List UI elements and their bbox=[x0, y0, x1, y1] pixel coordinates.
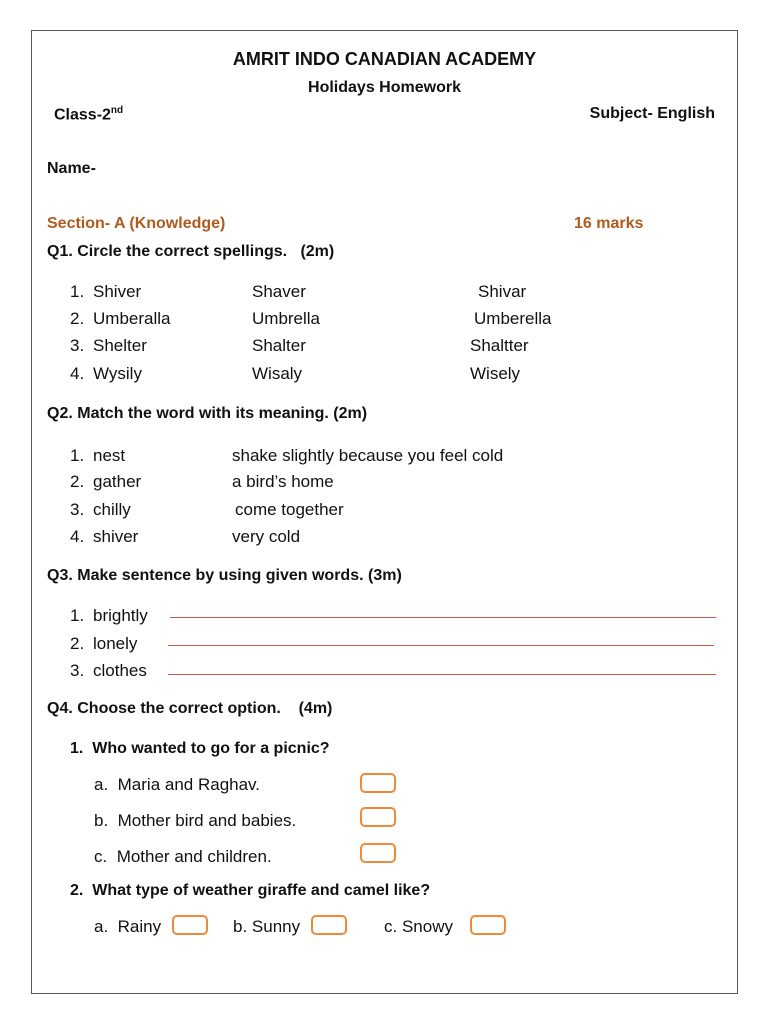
q4-title bbox=[47, 700, 332, 718]
list-item-num: 2. bbox=[70, 309, 85, 328]
match-word[interactable]: nest bbox=[93, 446, 126, 465]
q4-title-text: Q4. Choose the correct option. bbox=[47, 700, 281, 717]
list-item-num: 2. bbox=[70, 882, 84, 899]
class-superscript: nd bbox=[110, 105, 124, 116]
q1-option[interactable]: Shelter bbox=[93, 336, 147, 355]
q1-option[interactable]: Umbrella bbox=[252, 309, 321, 328]
sentence-word: brightly bbox=[93, 606, 148, 625]
q4-sub2-question: What type of weather giraffe and camel like? bbox=[92, 882, 431, 899]
class-text: Class-2 bbox=[54, 106, 111, 124]
option-letter: a. bbox=[94, 917, 109, 936]
answer-checkbox[interactable] bbox=[470, 915, 506, 935]
homework-subtitle: Holidays Homework bbox=[308, 79, 461, 96]
q1-option[interactable]: Shiver bbox=[93, 282, 142, 301]
q4-sub1-question: Who wanted to go for a picnic? bbox=[92, 740, 330, 757]
option-letter: b. bbox=[233, 917, 248, 936]
name-label: Name- bbox=[47, 160, 96, 177]
option-text: Mother and children. bbox=[116, 847, 272, 866]
option-text: Mother bird and babies. bbox=[117, 811, 297, 830]
q4-marks: (4m) bbox=[298, 700, 333, 717]
match-meaning[interactable]: shake slightly because you feel cold bbox=[232, 446, 504, 465]
option-letter: c. bbox=[384, 917, 398, 936]
q4-sub2 bbox=[70, 882, 430, 900]
list-item-num: 1. bbox=[70, 282, 85, 301]
sentence-word: lonely bbox=[93, 634, 138, 653]
q1-option[interactable]: Wysily bbox=[93, 364, 142, 383]
section-title: Section- A (Knowledge) bbox=[47, 215, 226, 232]
subject-label: Subject- English bbox=[589, 105, 715, 122]
list-item-num: 4. bbox=[70, 364, 85, 383]
q4-sub1 bbox=[70, 740, 330, 758]
list-item-num: 2. bbox=[70, 472, 85, 491]
match-meaning[interactable]: come together bbox=[235, 500, 344, 519]
q3-title: Q3. Make sentence by using given words. (3m) bbox=[47, 567, 402, 584]
option-letter: b. bbox=[94, 811, 109, 830]
list-item-num: 1. bbox=[70, 740, 84, 757]
option-text: Maria and Raghav. bbox=[117, 775, 261, 794]
answer-checkbox[interactable] bbox=[360, 773, 396, 793]
class-label bbox=[54, 105, 123, 124]
list-item-num: 3. bbox=[70, 500, 85, 519]
school-name: AMRIT INDO CANADIAN ACADEMY bbox=[232, 49, 537, 69]
q1-option[interactable]: Wisaly bbox=[252, 364, 303, 383]
option-letter: c. bbox=[94, 847, 108, 866]
q1-option[interactable]: Shalter bbox=[252, 336, 306, 355]
list-item-num: 1. bbox=[70, 446, 85, 465]
q1-option[interactable]: Shivar bbox=[478, 282, 527, 301]
q1-title-text: Q1. Circle the correct spellings. bbox=[47, 243, 288, 260]
sentence-word: clothes bbox=[93, 661, 147, 680]
answer-line[interactable] bbox=[168, 674, 716, 675]
match-word[interactable]: shiver bbox=[93, 527, 139, 546]
list-item-num: 1. bbox=[70, 606, 85, 625]
q4-option-c bbox=[94, 847, 272, 867]
q4-sub2-option-a bbox=[94, 917, 161, 937]
q1-option[interactable]: Umberalla bbox=[93, 309, 171, 328]
answer-checkbox[interactable] bbox=[172, 915, 208, 935]
list-item-num: 2. bbox=[70, 634, 85, 653]
list-item-num: 4. bbox=[70, 527, 85, 546]
q1-option[interactable]: Shaltter bbox=[470, 336, 529, 355]
list-item-num: 3. bbox=[70, 661, 85, 680]
list-item-num: 3. bbox=[70, 336, 85, 355]
match-meaning[interactable]: very cold bbox=[232, 527, 301, 546]
q4-sub2-option-b bbox=[233, 917, 300, 937]
q1-option[interactable]: Shaver bbox=[252, 282, 306, 301]
q1-marks: (2m) bbox=[300, 243, 335, 260]
answer-checkbox[interactable] bbox=[311, 915, 347, 935]
match-word[interactable]: gather bbox=[93, 472, 142, 491]
answer-line[interactable] bbox=[168, 645, 714, 646]
answer-checkbox[interactable] bbox=[360, 843, 396, 863]
q4-sub2-option-c bbox=[384, 917, 453, 937]
q2-title: Q2. Match the word with its meaning. (2m) bbox=[47, 405, 368, 422]
option-text: Rainy bbox=[117, 917, 162, 936]
option-text: Snowy bbox=[401, 917, 453, 936]
q1-option[interactable]: Umberella bbox=[474, 309, 552, 328]
q1-option[interactable]: Wisely bbox=[470, 364, 521, 383]
match-meaning[interactable]: a bird’s home bbox=[232, 472, 334, 491]
q4-option-a bbox=[94, 775, 260, 795]
option-text: Sunny bbox=[251, 917, 301, 936]
answer-line[interactable] bbox=[170, 617, 716, 618]
match-word[interactable]: chilly bbox=[93, 500, 131, 519]
q4-option-b bbox=[94, 811, 296, 831]
answer-checkbox[interactable] bbox=[360, 807, 396, 827]
option-letter: a. bbox=[94, 775, 109, 794]
worksheet-page bbox=[31, 30, 738, 994]
section-marks: 16 marks bbox=[574, 215, 644, 232]
q1-title bbox=[47, 243, 334, 261]
